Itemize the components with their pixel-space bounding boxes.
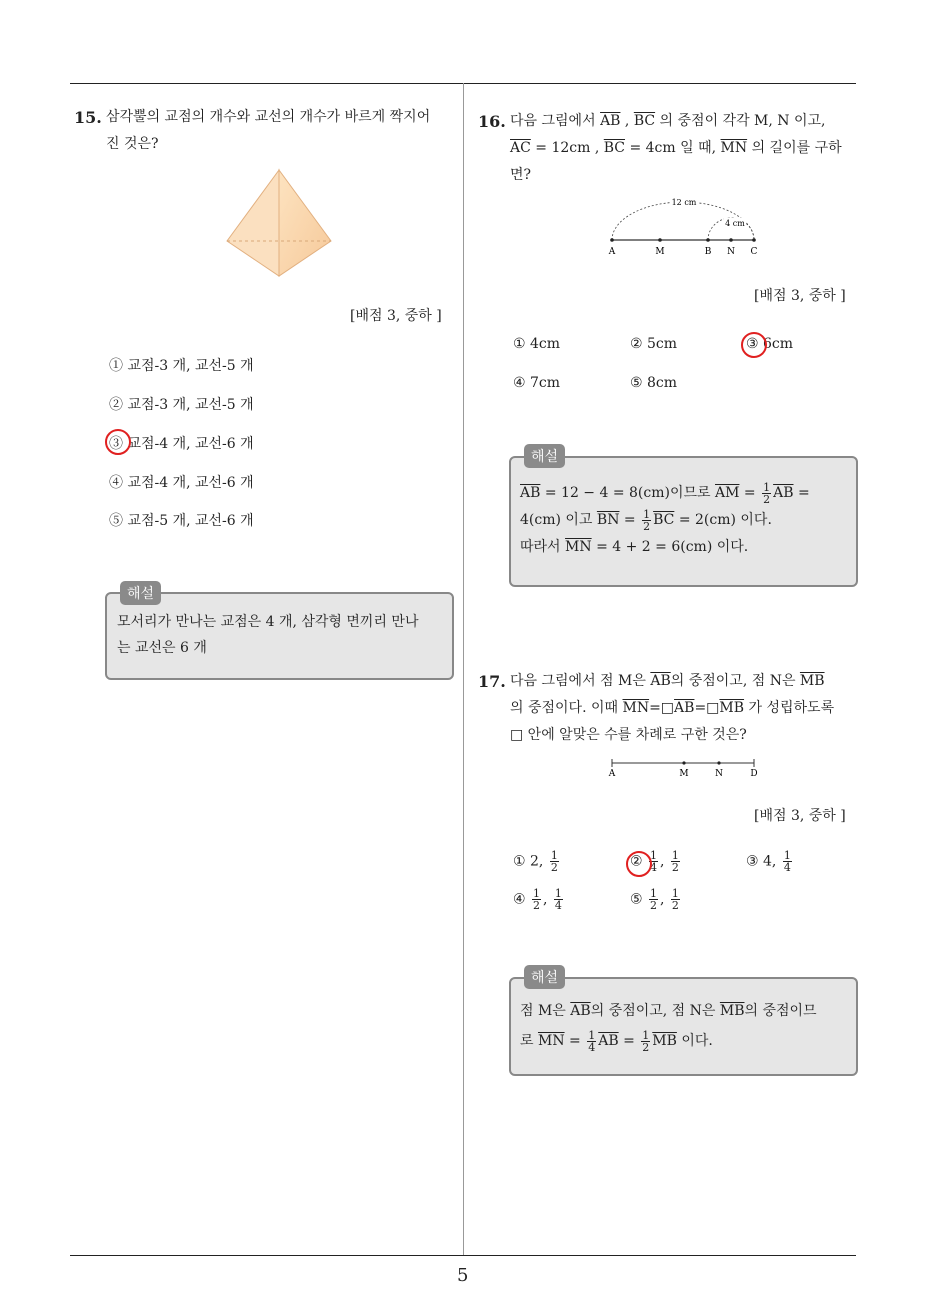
q16-text-line3: 면? <box>510 167 532 183</box>
q17-solution-tag: 해설 <box>524 965 565 989</box>
q17-text-line1: 다음 그림에서 점 M은 $\overline{AB}$의 중점이고, 점 N은 $\overline{MB}$ <box>510 673 825 689</box>
q16-option-4[interactable]: ④ 7cm <box>513 375 561 391</box>
q17-solution-text: 점 M은 $\overline{AB}$의 중점이고, 점 N은 $\overline{MB}$의 중점이므 로 $\overline{MN}$ = $\frac{1}{4}$ $\overline{AB}$ = $\frac{1}{2}$ $\overline{MB}$ 이다. <box>520 1003 817 1054</box>
q15-score: [배점 3, 중하 ] <box>350 308 442 324</box>
point-label-C: C <box>750 247 758 257</box>
point-label-D: D <box>750 769 758 779</box>
q16-text-line2: $\overline{AC} = 12cm$ , $\overline{BC} = 4cm$ 일 때, $\overline{MN}$ 의 길이를 구하 <box>510 140 842 156</box>
q15-option-4[interactable]: ④ 교점-4 개, 교선-6 개 <box>109 475 254 491</box>
q16-solution-tag: 해설 <box>524 444 565 468</box>
column-divider <box>463 83 464 1256</box>
triangular-pyramid-figure <box>220 165 340 280</box>
answer-circle-mark <box>105 429 131 455</box>
q17-option-2[interactable]: ② $\frac{1}{4}$ , $\frac{1}{2}$ <box>630 849 679 874</box>
q15-text-line1: 삼각뿔의 교점의 개수와 교선의 개수가 바르게 짝지어 <box>106 109 431 125</box>
q17-text-line2: 의 중점이다. 이때 $\overline{MN}=□\overline{AB}=□\overline{MB}$ 가 성립하도록 <box>510 700 835 716</box>
q17-option-5[interactable]: ⑤ $\frac{1}{2}$ , $\frac{1}{2}$ <box>630 887 679 912</box>
point-label-N: N <box>715 769 723 779</box>
dist-label-4cm: 4 cm <box>725 219 745 228</box>
q15-option-2[interactable]: ② 교점-3 개, 교선-5 개 <box>109 397 254 413</box>
q16-text-line1: 다음 그림에서 $\overline{AB}$ , $\overline{BC}$ 의 중점이 각각 M, N 이고, <box>510 113 826 129</box>
q16-score: [배점 3, 중하 ] <box>754 288 846 304</box>
q15-option-5[interactable]: ⑤ 교점-5 개, 교선-6 개 <box>109 513 254 529</box>
answer-circle-mark <box>741 332 767 358</box>
q15-solution-tag: 해설 <box>120 581 161 605</box>
q15-number: 15. <box>74 108 102 127</box>
q17-segment-figure <box>604 755 764 781</box>
point-label-M: M <box>679 769 689 779</box>
q15-option-3[interactable]: ③ 교점-4 개, 교선-6 개 <box>109 436 254 452</box>
q16-option-2[interactable]: ② 5cm <box>630 336 678 352</box>
q17-score: [배점 3, 중하 ] <box>754 808 846 824</box>
q16-number: 16. <box>478 112 506 131</box>
q15-option-1[interactable]: ① 교점-3 개, 교선-5 개 <box>109 358 254 374</box>
answer-circle-mark <box>626 851 652 877</box>
point-label-A: A <box>608 247 616 257</box>
q15-text-line2: 진 것은? <box>106 136 159 152</box>
q15-solution-text: 모서리가 만나는 교점은 4 개, 삼각형 면끼리 만나 는 교선은 6 개 <box>117 614 419 656</box>
q17-text-line3: □ 안에 알맞은 수를 차례로 구한 것은? <box>510 727 747 743</box>
point-label-N: N <box>727 247 735 257</box>
q16-option-3[interactable]: ③ 6cm <box>746 336 794 352</box>
page-number: 5 <box>457 1265 469 1286</box>
bottom-rule <box>70 1255 856 1256</box>
q16-option-5[interactable]: ⑤ 8cm <box>630 375 678 391</box>
q17-option-1[interactable]: ① 2, $\frac{1}{2}$ <box>513 849 558 874</box>
dist-label-12cm: 12 cm <box>671 198 697 207</box>
point-label-M: M <box>655 247 665 257</box>
q17-option-4[interactable]: ④ $\frac{1}{2}$ , $\frac{1}{4}$ <box>513 887 562 912</box>
q16-solution-text: $\overline{AB} = 12 - 4 = 8(cm)$이므로 $\overline{AM}$ = $\frac{1}{2}$ $\overline{AB}$ = 4(cm) 이고 $\overline{BN}$ = $\frac{1}{2}$ $\overline{BC} = 2(cm)$ 이다. 따라서 $\overline{MN} = 4 + 2 = 6(cm)$ 이다. <box>520 480 810 555</box>
point-label-A: A <box>608 769 616 779</box>
point-label-B: B <box>704 247 712 257</box>
q17-option-3[interactable]: ③ 4, $\frac{1}{4}$ <box>746 849 791 874</box>
q17-number: 17. <box>478 672 506 691</box>
q16-option-1[interactable]: ① 4cm <box>513 336 561 352</box>
q16-segment-figure <box>600 192 770 262</box>
